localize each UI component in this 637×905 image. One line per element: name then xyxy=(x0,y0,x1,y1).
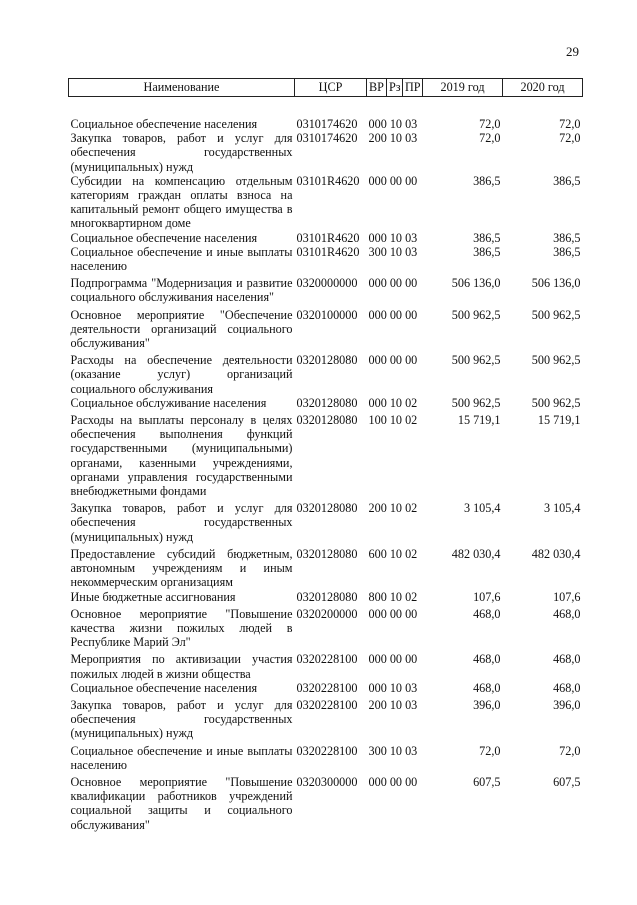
row-value-2019: 468,0 xyxy=(473,652,501,667)
row-codes: 000 00 00 xyxy=(368,774,418,789)
row-value-2019: 386,5 xyxy=(473,173,501,188)
table-row xyxy=(69,772,583,832)
header-rz: Рз xyxy=(387,79,403,97)
table-header-row xyxy=(69,79,583,97)
row-codes: 600 10 02 xyxy=(368,546,418,561)
row-codes: 000 00 00 xyxy=(368,173,418,188)
table-row xyxy=(69,305,583,351)
row-csr: 0320128080 xyxy=(296,501,358,516)
row-codes: 300 10 03 xyxy=(368,244,418,259)
row-codes: 000 00 00 xyxy=(368,353,418,368)
row-value-2020: 386,5 xyxy=(553,244,581,259)
row-codes: 000 10 03 xyxy=(368,117,418,131)
row-csr: 0320228100 xyxy=(296,680,358,695)
table-row xyxy=(69,695,583,741)
table-row xyxy=(69,245,583,273)
row-csr: 0310174620 xyxy=(296,131,358,146)
row-value-2020: 468,0 xyxy=(553,652,581,667)
row-csr: 0320128080 xyxy=(296,413,358,428)
row-value-2019: 72,0 xyxy=(479,743,501,758)
table-row xyxy=(69,97,583,132)
row-value-2019: 396,0 xyxy=(473,697,501,712)
header-2020: 2020 год xyxy=(503,79,583,97)
row-name: Подпрограмма "Модернизация и развитие социального обслуживания населения" xyxy=(70,276,293,305)
row-codes: 000 10 03 xyxy=(368,680,418,695)
row-name: Социальное обеспечение населения xyxy=(70,117,258,131)
row-value-2020: 396,0 xyxy=(553,697,581,712)
table-row xyxy=(69,231,583,245)
row-name: Основное мероприятие "Повышение квалификации работников учреждений социальной защиты и социального обслуживания" xyxy=(70,774,293,832)
row-csr: 03101R4620 xyxy=(296,244,360,259)
row-name: Социальное обеспечение населения xyxy=(70,680,258,695)
row-csr: 0320200000 xyxy=(296,606,358,621)
table-row xyxy=(69,741,583,772)
row-name: Основное мероприятие "Повышение качества жизни пожилых людей в Республике Марий Эл" xyxy=(70,606,293,650)
row-value-2019: 500 962,5 xyxy=(451,395,501,410)
row-value-2019: 15 719,1 xyxy=(457,413,501,428)
table-row xyxy=(69,498,583,544)
row-value-2020: 482 030,4 xyxy=(531,546,581,561)
table-row xyxy=(69,604,583,650)
row-value-2019: 468,0 xyxy=(473,680,501,695)
row-csr: 0320128080 xyxy=(296,589,358,604)
row-csr: 03101R4620 xyxy=(296,173,360,188)
row-name: Мероприятия по активизации участия пожилых людей в жизни общества xyxy=(70,652,293,681)
row-codes: 800 10 02 xyxy=(368,589,418,604)
row-name: Иные бюджетные ассигнования xyxy=(70,589,236,604)
row-name: Социальное обеспечение и иные выплаты населению xyxy=(70,743,293,772)
row-csr: 0320128080 xyxy=(296,395,358,410)
row-name: Субсидии на компенсацию отдельным категориям граждан оплаты взноса на капитальный ремонт общего имущества в многоквартирном доме xyxy=(70,173,293,231)
row-value-2019: 3 105,4 xyxy=(463,501,501,516)
row-value-2019: 500 962,5 xyxy=(451,307,501,322)
row-codes: 000 00 00 xyxy=(368,276,418,291)
row-codes: 200 10 03 xyxy=(368,131,418,146)
table-row xyxy=(69,350,583,396)
row-value-2019: 386,5 xyxy=(473,244,501,259)
row-name: Социальное обеспечение населения xyxy=(70,230,258,245)
row-value-2020: 72,0 xyxy=(559,117,581,131)
row-value-2019: 72,0 xyxy=(479,131,501,146)
header-name: Наименование xyxy=(69,79,295,97)
row-value-2019: 482 030,4 xyxy=(451,546,501,561)
row-codes: 200 10 03 xyxy=(368,697,418,712)
row-value-2020: 107,6 xyxy=(553,589,581,604)
row-codes: 100 10 02 xyxy=(368,413,418,428)
row-codes: 000 00 00 xyxy=(368,307,418,322)
row-csr: 0320128080 xyxy=(296,353,358,368)
row-value-2019: 386,5 xyxy=(473,230,501,245)
row-value-2019: 500 962,5 xyxy=(451,353,501,368)
header-vr: ВР xyxy=(367,79,387,97)
row-value-2019: 468,0 xyxy=(473,606,501,621)
row-value-2020: 468,0 xyxy=(553,606,581,621)
row-value-2020: 468,0 xyxy=(553,680,581,695)
row-codes: 000 10 03 xyxy=(368,230,418,245)
row-value-2020: 72,0 xyxy=(559,131,581,146)
row-value-2020: 386,5 xyxy=(553,173,581,188)
row-name: Социальное обеспечение и иные выплаты населению xyxy=(70,244,293,274)
row-value-2020: 607,5 xyxy=(553,774,581,789)
row-name: Предоставление субсидий бюджетным, автономным учреждениям и иным некоммерческим организациям xyxy=(70,546,293,590)
row-csr: 0320128080 xyxy=(296,546,358,561)
row-value-2019: 72,0 xyxy=(479,117,501,131)
row-csr: 03101R4620 xyxy=(296,230,360,245)
table-row xyxy=(69,681,583,695)
table-row xyxy=(69,174,583,231)
budget-table xyxy=(68,78,583,832)
table-row xyxy=(69,410,583,498)
row-name: Социальное обслуживание населения xyxy=(70,395,267,410)
row-value-2020: 500 962,5 xyxy=(531,307,581,322)
row-value-2020: 72,0 xyxy=(559,743,581,758)
row-csr: 0320228100 xyxy=(296,697,358,712)
row-value-2020: 500 962,5 xyxy=(531,395,581,410)
row-name: Закупка товаров, работ и услуг для обеспечения государственных (муниципальных) нужд xyxy=(70,697,293,741)
row-value-2020: 386,5 xyxy=(553,230,581,245)
header-pr: ПР xyxy=(403,79,423,97)
row-name: Закупка товаров, работ и услуг для обеспечения государственных (муниципальных) нужд xyxy=(70,131,293,174)
header-csr: ЦСР xyxy=(295,79,367,97)
row-csr: 0320300000 xyxy=(296,774,358,789)
table-row xyxy=(69,131,583,174)
header-2019: 2019 год xyxy=(423,79,503,97)
row-name: Основное мероприятие "Обеспечение деятельности организаций социального обслуживания" xyxy=(70,307,293,351)
row-value-2020: 3 105,4 xyxy=(543,501,581,516)
table-row xyxy=(69,544,583,590)
row-codes: 000 10 02 xyxy=(368,395,418,410)
table-row xyxy=(69,396,583,410)
row-codes: 000 00 00 xyxy=(368,606,418,621)
table-row xyxy=(69,590,583,604)
row-name: Закупка товаров, работ и услуг для обеспечения государственных (муниципальных) нужд xyxy=(70,501,293,544)
page-number: 29 xyxy=(566,44,579,59)
row-codes: 000 00 00 xyxy=(368,652,418,667)
row-name: Расходы на обеспечение деятельности (оказание услуг) организаций социального обслуживания xyxy=(70,353,293,396)
row-value-2020: 500 962,5 xyxy=(531,353,581,368)
table-row xyxy=(69,273,583,304)
table-row xyxy=(69,649,583,680)
row-csr: 0320000000 xyxy=(296,276,358,291)
row-value-2020: 15 719,1 xyxy=(537,413,581,428)
row-value-2019: 107,6 xyxy=(473,589,501,604)
row-csr: 0320228100 xyxy=(296,652,358,667)
row-csr: 0310174620 xyxy=(296,117,358,131)
row-value-2019: 506 136,0 xyxy=(451,276,501,291)
row-csr: 0320228100 xyxy=(296,743,358,758)
row-value-2019: 607,5 xyxy=(473,774,501,789)
row-codes: 200 10 02 xyxy=(368,501,418,516)
row-value-2020: 506 136,0 xyxy=(531,276,581,291)
row-name: Расходы на выплаты персоналу в целях обеспечения выполнения функций государственными (муниципальными) органами, казенными учреждениями, органами управления государственными внебюджетными фондами xyxy=(70,413,293,499)
row-csr: 0320100000 xyxy=(296,307,358,322)
row-codes: 300 10 03 xyxy=(368,743,418,758)
